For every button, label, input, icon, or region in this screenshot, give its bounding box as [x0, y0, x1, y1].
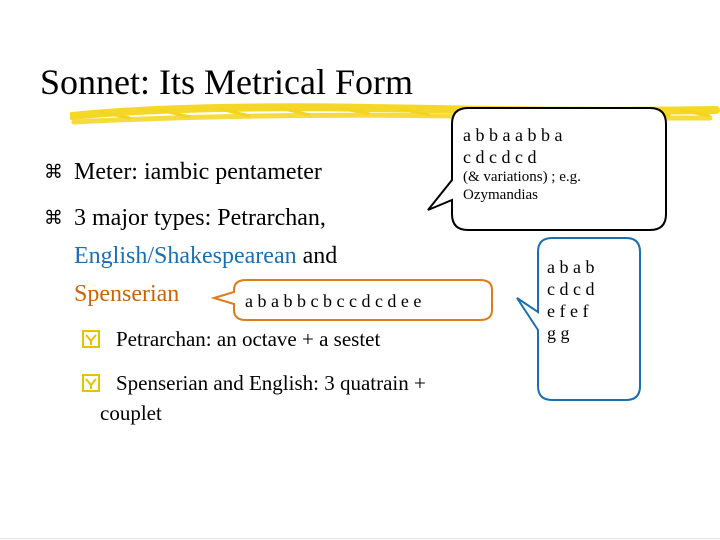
- callout-spenserian: a b a b b c b c c d c d e e: [245, 291, 422, 311]
- bullet-meter-text: Meter: iambic pentameter: [74, 159, 322, 185]
- subbullet-spenserian-line2: couplet: [100, 401, 162, 425]
- slide-title: Sonnet: Its Metrical Form: [40, 62, 413, 102]
- callout-petrarchan: [463, 124, 581, 204]
- callout-english-line1: a b a b: [547, 257, 595, 277]
- callout-petrarchan-line1: a b b a a b b a: [463, 125, 563, 145]
- footer-rule: [0, 538, 720, 539]
- and-text: and: [302, 243, 338, 269]
- english-shakespearean-label: English/Shakespearean: [74, 243, 297, 269]
- command-key-icon: ⌘: [44, 207, 63, 229]
- subbullet-petrarchan-text: Petrarchan: an octave + a sestet: [116, 327, 381, 351]
- callout-english-line3: e f e f: [547, 301, 589, 321]
- subbullet-spenserian-line1: Spenserian and English: 3 quatrain +: [116, 371, 426, 395]
- spenserian-label: Spenserian: [74, 281, 180, 307]
- callout-petrarchan-line2: c d c d c d: [463, 147, 537, 167]
- command-key-icon: ⌘: [44, 161, 63, 183]
- bullet-types-line1: 3 major types: Petrarchan,: [74, 205, 326, 231]
- callout-english: [547, 256, 594, 344]
- callout-english-line4: g g: [547, 323, 570, 343]
- callout-petrarchan-line4: Ozymandias: [463, 187, 538, 203]
- callout-petrarchan-line3: (& variations) ; e.g.: [463, 169, 581, 185]
- callout-english-line2: c d c d: [547, 279, 595, 299]
